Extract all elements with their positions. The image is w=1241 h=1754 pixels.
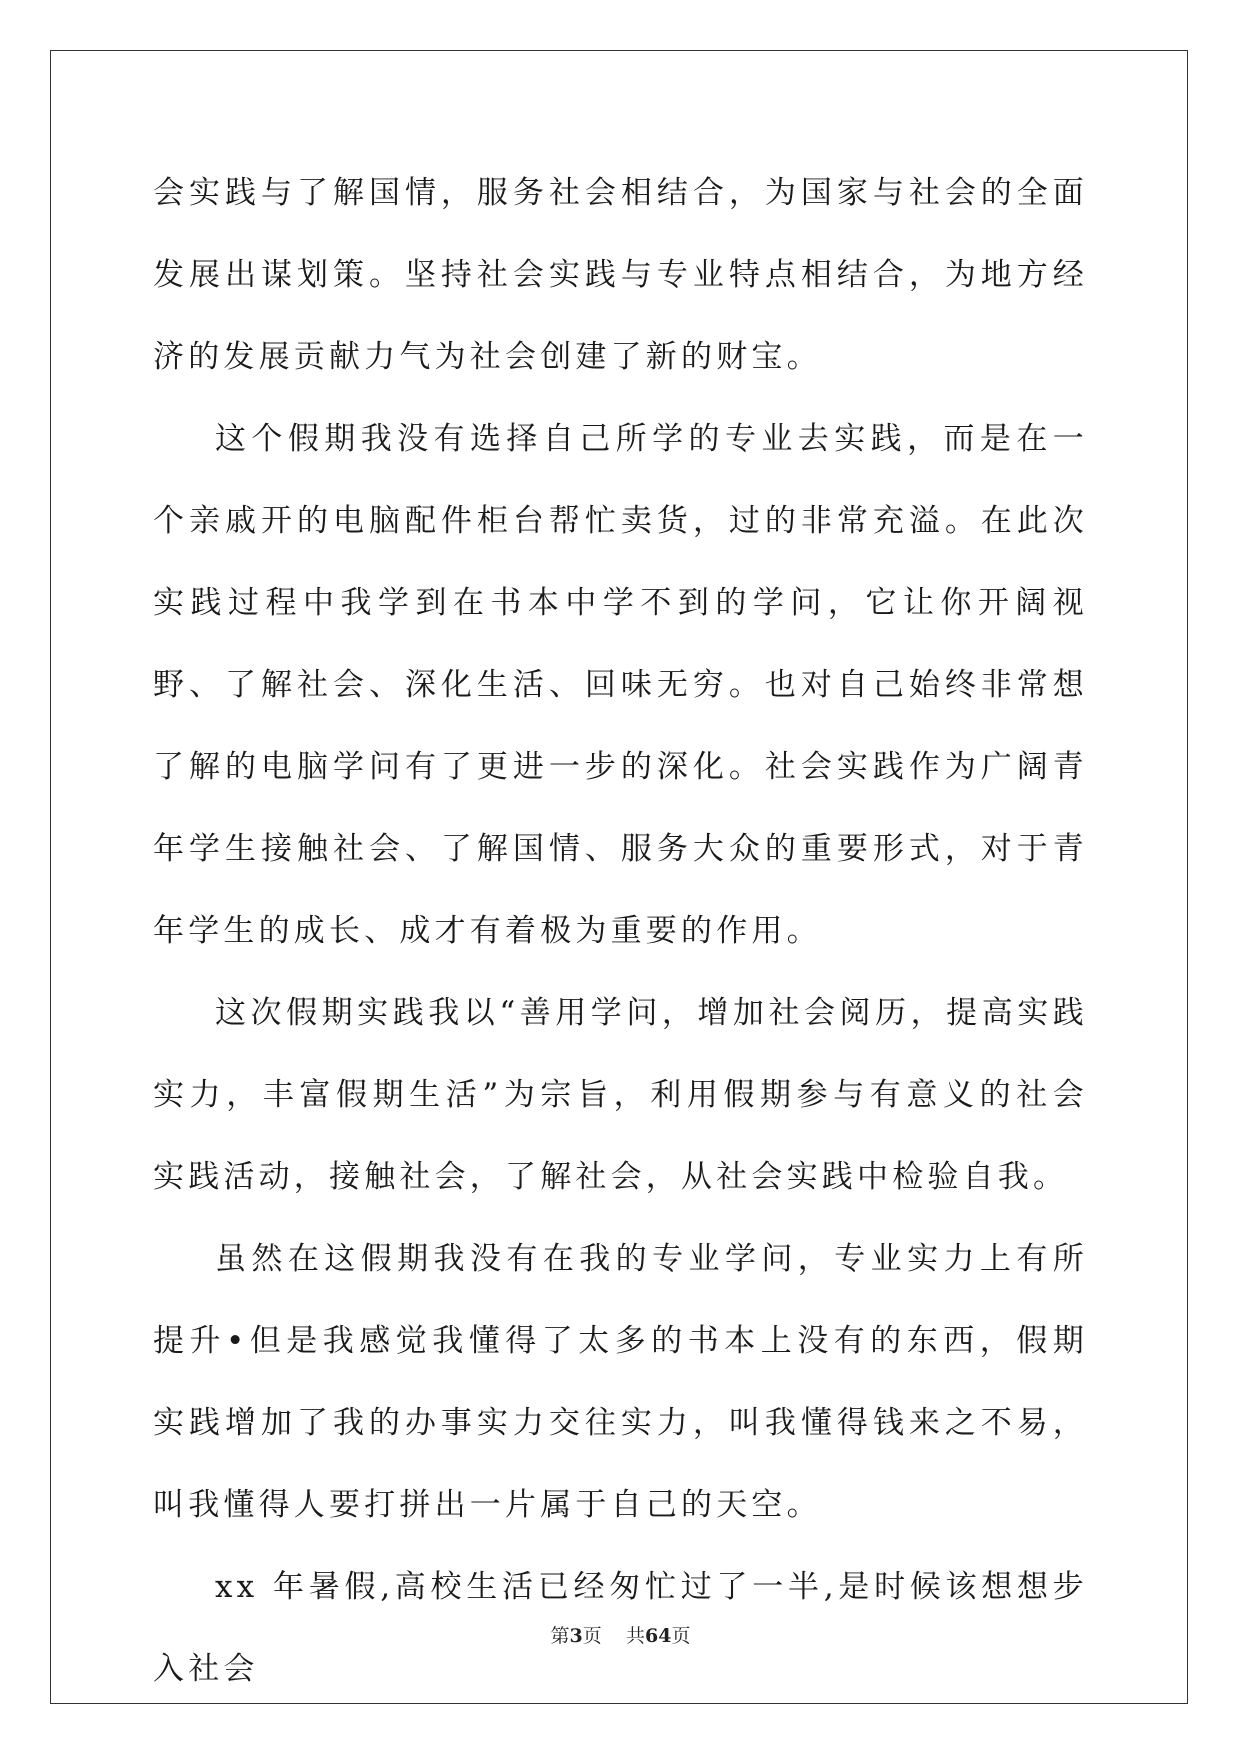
paragraph-3: 这次假期实践我以“善用学问，增加社会阅历，提高实践实力，丰富假期生活”为宗旨，利用假期参与有意义的社会实践活动，接触社会，了解社会，从社会实践中检验自我。 <box>153 995 1088 1195</box>
paragraph-5: xx 年暑假,高校生活已经匆忙过了一半,是时候该想想步入社会 <box>153 1569 1088 1687</box>
total-page-count: 64 <box>644 1625 672 1647</box>
footer-prefix: 第 <box>550 1625 570 1647</box>
document-body <box>153 152 1088 1710</box>
footer-total-prefix: 共 <box>625 1625 645 1647</box>
paragraph-4: 虽然在这假期我没有在我的专业学问，专业实力上有所提升•但是我感觉我懂得了太多的书本上没有的东西，假期实践增加了我的办事实力交往实力，叫我懂得钱来之不易，叫我懂得人要打拼出一片属于自己的天空。 <box>153 1241 1088 1523</box>
footer-total-suffix: 页 <box>671 1625 691 1647</box>
page-footer <box>0 1621 1241 1648</box>
current-page-number: 3 <box>569 1625 583 1647</box>
paragraph-2: 这个假期我没有选择自己所学的专业去实践，而是在一个亲戚开的电脑配件柜台帮忙卖货，过的非常充溢。在此次实践过程中我学到在书本中学不到的学问，它让你开阔视野、了解社会、深化生活、回味无穷。也对自己始终非常想了解的电脑学问有了更进一步的深化。社会实践作为广阔青年学生接触社会、了解国情、服务大众的重要形式，对于青年学生的成长、成才有着极为重要的作用。 <box>153 421 1088 949</box>
footer-page-suffix: 页 <box>582 1625 602 1647</box>
paragraph-1: 会实践与了解国情，服务社会相结合，为国家与社会的全面发展出谋划策。坚持社会实践与专业特点相结合，为地方经济的发展贡献力气为社会创建了新的财宝。 <box>153 175 1088 375</box>
